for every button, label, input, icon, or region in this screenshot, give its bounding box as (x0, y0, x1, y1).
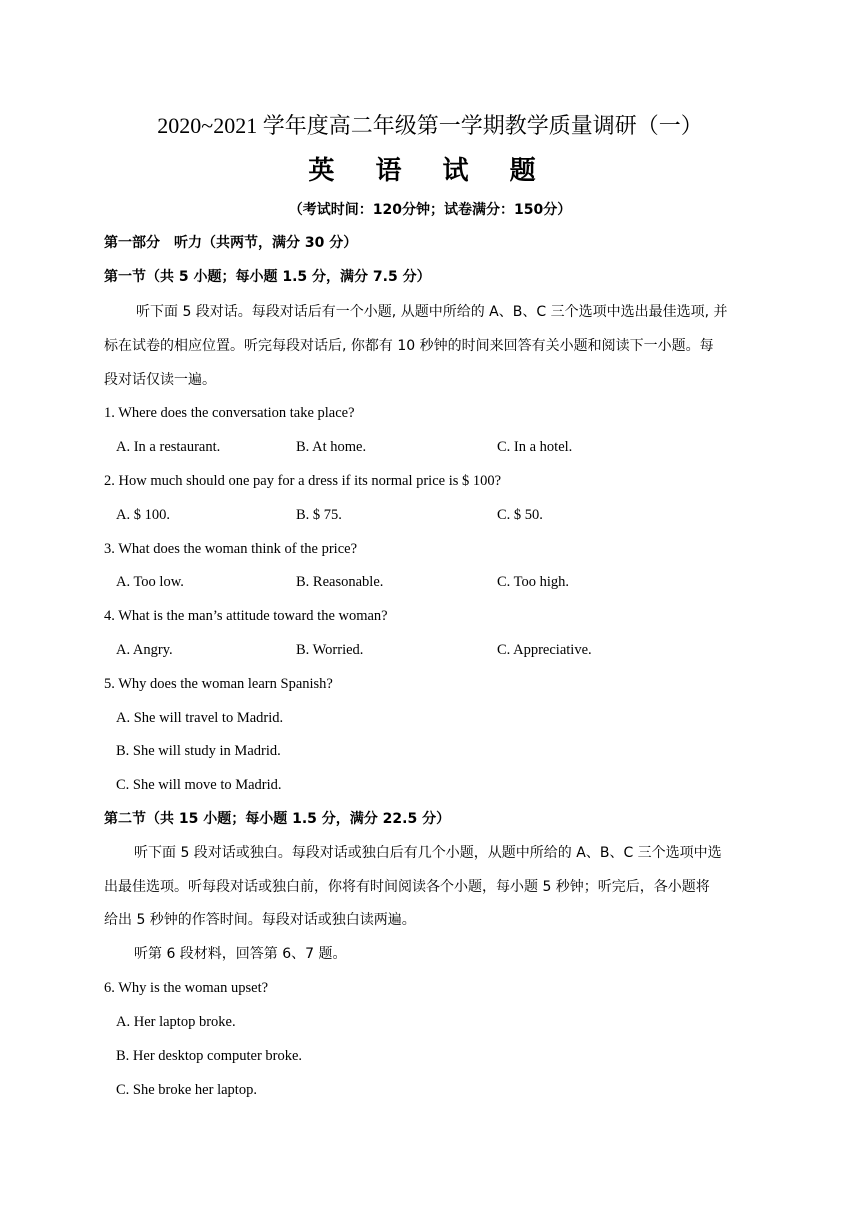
exam-title: 2020~2021 学年度高二年级第一学期教学质量调研（一） (157, 113, 703, 138)
subject-title: 英 语 试 题 (308, 156, 552, 186)
question-2-option-c: C. $ 50. (497, 507, 543, 523)
question-3-option-c: C. Too high. (497, 574, 570, 590)
question-1-option-a: A. In a restaurant. (116, 439, 221, 455)
question-2: 2. How much should one pay for a dress if its normal price is $ 100? (104, 473, 502, 489)
question-3: 3. What does the woman think of the price? (104, 541, 358, 557)
section2-instructions-line3: 给出 5 秒钟的作答时间。每段对话或独白读两遍。 (104, 912, 416, 928)
section2-instructions-line2: 出最佳选项。听每段对话或独白前，你将有时间阅读各个小题，每小题 5 秒钟；听完后，各小题将 (104, 879, 710, 895)
question-4-option-a: A. Angry. (116, 642, 173, 658)
question-5: 5. Why does the woman learn Spanish? (104, 676, 333, 692)
question-6-option-a: A. Her laptop broke. (116, 1014, 236, 1030)
exam-info: （考试时间：120分钟；试卷满分：150分） (288, 202, 572, 218)
question-5-option-c: C. She will move to Madrid. (116, 777, 282, 793)
question-4-option-c: C. Appreciative. (497, 642, 592, 658)
question-1: 1. Where does the conversation take place? (104, 405, 355, 421)
question-6: 6. Why is the woman upset? (104, 980, 269, 996)
question-2-option-b: B. $ 75. (296, 507, 342, 523)
question-5-option-a: A. She will travel to Madrid. (116, 710, 284, 726)
section1-instructions-line3: 段对话仅读一遍。 (104, 372, 216, 388)
question-5-option-b: B. She will study in Madrid. (116, 743, 281, 759)
question-3-option-b: B. Reasonable. (296, 574, 384, 590)
question-3-option-a: A. Too low. (116, 574, 184, 590)
material-note: 听第 6 段材料，回答第 6、7 题。 (134, 946, 347, 962)
section2-heading: 第二节（共 15 小题；每小题 1.5 分，满分 22.5 分） (104, 811, 451, 827)
question-4: 4. What is the man’s attitude toward the woman? (104, 608, 388, 624)
question-4-option-b: B. Worried. (296, 642, 364, 658)
section2-instructions-line1: 听下面 5 段对话或独白。每段对话或独白后有几个小题，从题中所给的 A、B、C 三个选项中选 (134, 845, 722, 861)
question-6-option-b: B. Her desktop computer broke. (116, 1048, 303, 1064)
question-2-option-a: A. $ 100. (116, 507, 170, 523)
part1-heading: 第一部分 听力（共两节，满分 30 分） (104, 235, 358, 251)
question-1-option-c: C. In a hotel. (497, 439, 573, 455)
section1-heading: 第一节（共 5 小题；每小题 1.5 分，满分 7.5 分） (104, 269, 431, 285)
question-6-option-c: C. She broke her laptop. (116, 1082, 257, 1098)
question-1-option-b: B. At home. (296, 439, 367, 455)
section1-instructions-line2: 标在试卷的相应位置。听完每段对话后, 你都有 10 秒钟的时间来回答有关小题和阅读下一小题。每 (104, 338, 714, 354)
section1-instructions-line1: 听下面 5 段对话。每段对话后有一个小题, 从题中所给的 A、B、C 三个选项中选出最佳选项, 并 (136, 304, 728, 320)
